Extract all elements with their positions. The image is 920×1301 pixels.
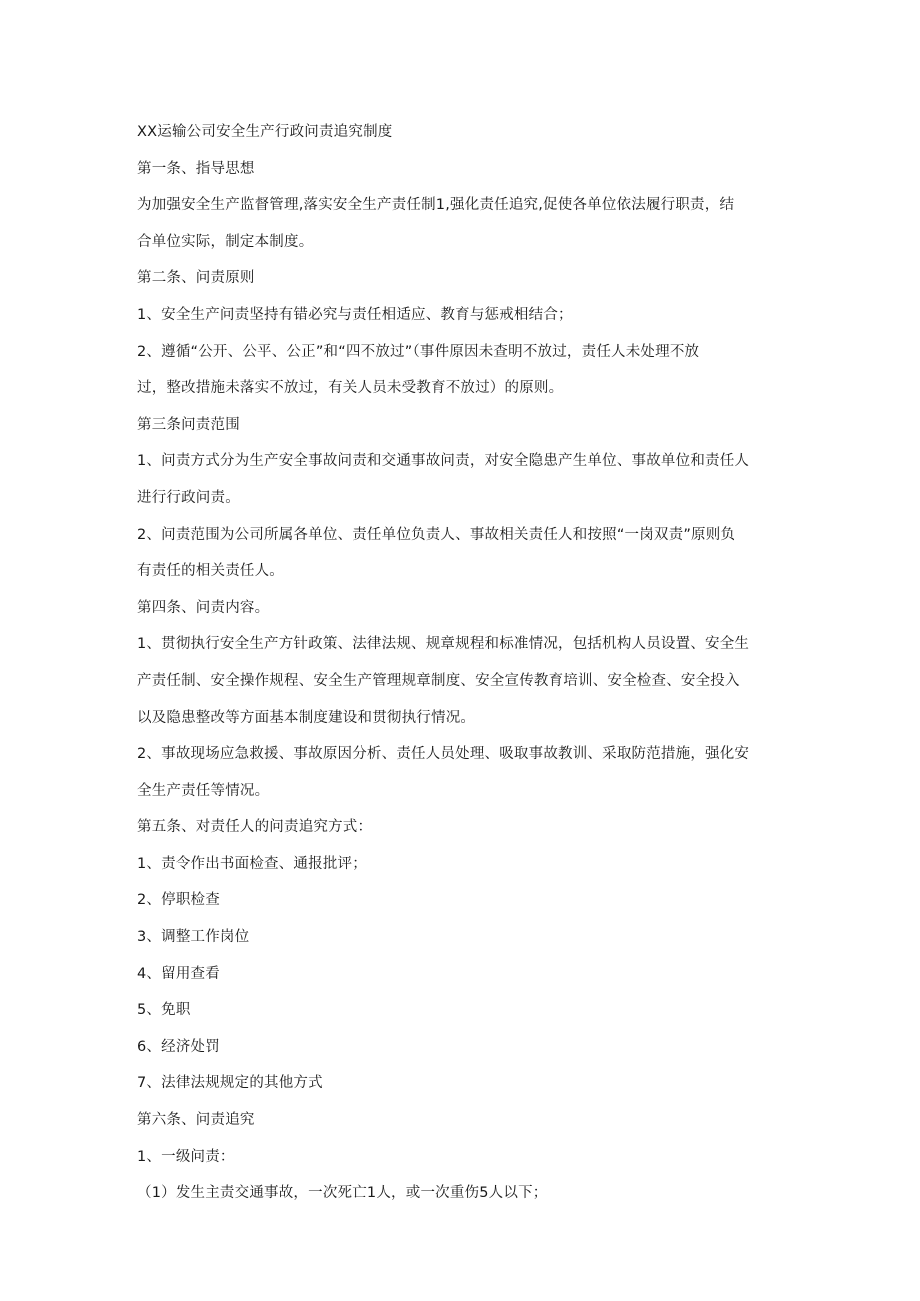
list-item: 5、免职 xyxy=(137,1002,191,1019)
list-item: 6、经济处罚 xyxy=(137,1038,220,1055)
paragraph-line: 有责任的相关责任人。 xyxy=(137,563,284,580)
paragraph-line: 为加强安全生产监督管理,落实安全生产责任制1,强化责任追究,促使各单位依法履行职责，结 xyxy=(137,197,735,214)
paragraph-line: 进行行政问责。 xyxy=(137,489,240,506)
paragraph-line: 过，整改措施未落实不放过，有关人员未受教育不放过）的原则。 xyxy=(137,380,564,397)
document-title: XX运输公司安全生产行政问责追究制度 xyxy=(137,124,393,140)
list-item: 4、留用查看 xyxy=(137,965,220,982)
list-item: 1、问责方式分为生产安全事故问责和交通事故问责，对安全隐患产生单位、事故单位和责任人 xyxy=(137,453,750,470)
list-item: 2、问责范围为公司所属各单位、责任单位负责人、事故相关责任人和按照“一岗双责”原则负 xyxy=(137,526,736,543)
list-item: 1、责令作出书面检查、通报批评； xyxy=(137,855,367,872)
list-item: 1、安全生产问责坚持有错必究与责任相适应、教育与惩戒相结合； xyxy=(137,306,573,323)
paragraph-line: 以及隐患整改等方面基本制度建设和贯彻执行情况。 xyxy=(137,709,476,726)
list-item: 3、调整工作岗位 xyxy=(137,929,250,946)
list-item: 2、遵循“公开、公平、公正”和“四不放过”（事件原因未查明不放过，责任人未处理不放 xyxy=(137,343,700,360)
list-item: 7、法律法规规定的其他方式 xyxy=(137,1075,323,1092)
list-item: 2、停职检查 xyxy=(137,892,220,909)
list-item: 1、一级问责： xyxy=(137,1148,235,1165)
article-4-heading: 第四条、问责内容。 xyxy=(137,599,270,616)
paragraph-line: 产责任制、安全操作规程、安全生产管理规章制度、安全宣传教育培训、安全检查、安全投入 xyxy=(137,672,740,689)
paragraph-line: 合单位实际，制定本制度。 xyxy=(137,233,314,250)
article-5-heading: 第五条、对责任人的问责追究方式： xyxy=(137,819,373,836)
list-item: 1、贯彻执行安全生产方针政策、法律法规、规章规程和标准情况，包括机构人员设置、安全生 xyxy=(137,636,750,653)
paragraph-line: 全生产责任等情况。 xyxy=(137,782,270,799)
article-3-heading: 第三条问责范围 xyxy=(137,416,240,433)
article-1-heading: 第一条、指导思想 xyxy=(137,160,255,177)
article-2-heading: 第二条、问责原则 xyxy=(137,270,255,287)
list-item: 2、事故现场应急救援、事故原因分析、责任人员处理、吸取事故教训、采取防范措施，强化安 xyxy=(137,746,750,763)
article-6-heading: 第六条、问责追究 xyxy=(137,1112,255,1129)
sub-list-item: （1）发生主责交通事故，一次死亡1人，或一次重伤5人以下； xyxy=(137,1185,548,1202)
document-body xyxy=(137,114,787,1212)
